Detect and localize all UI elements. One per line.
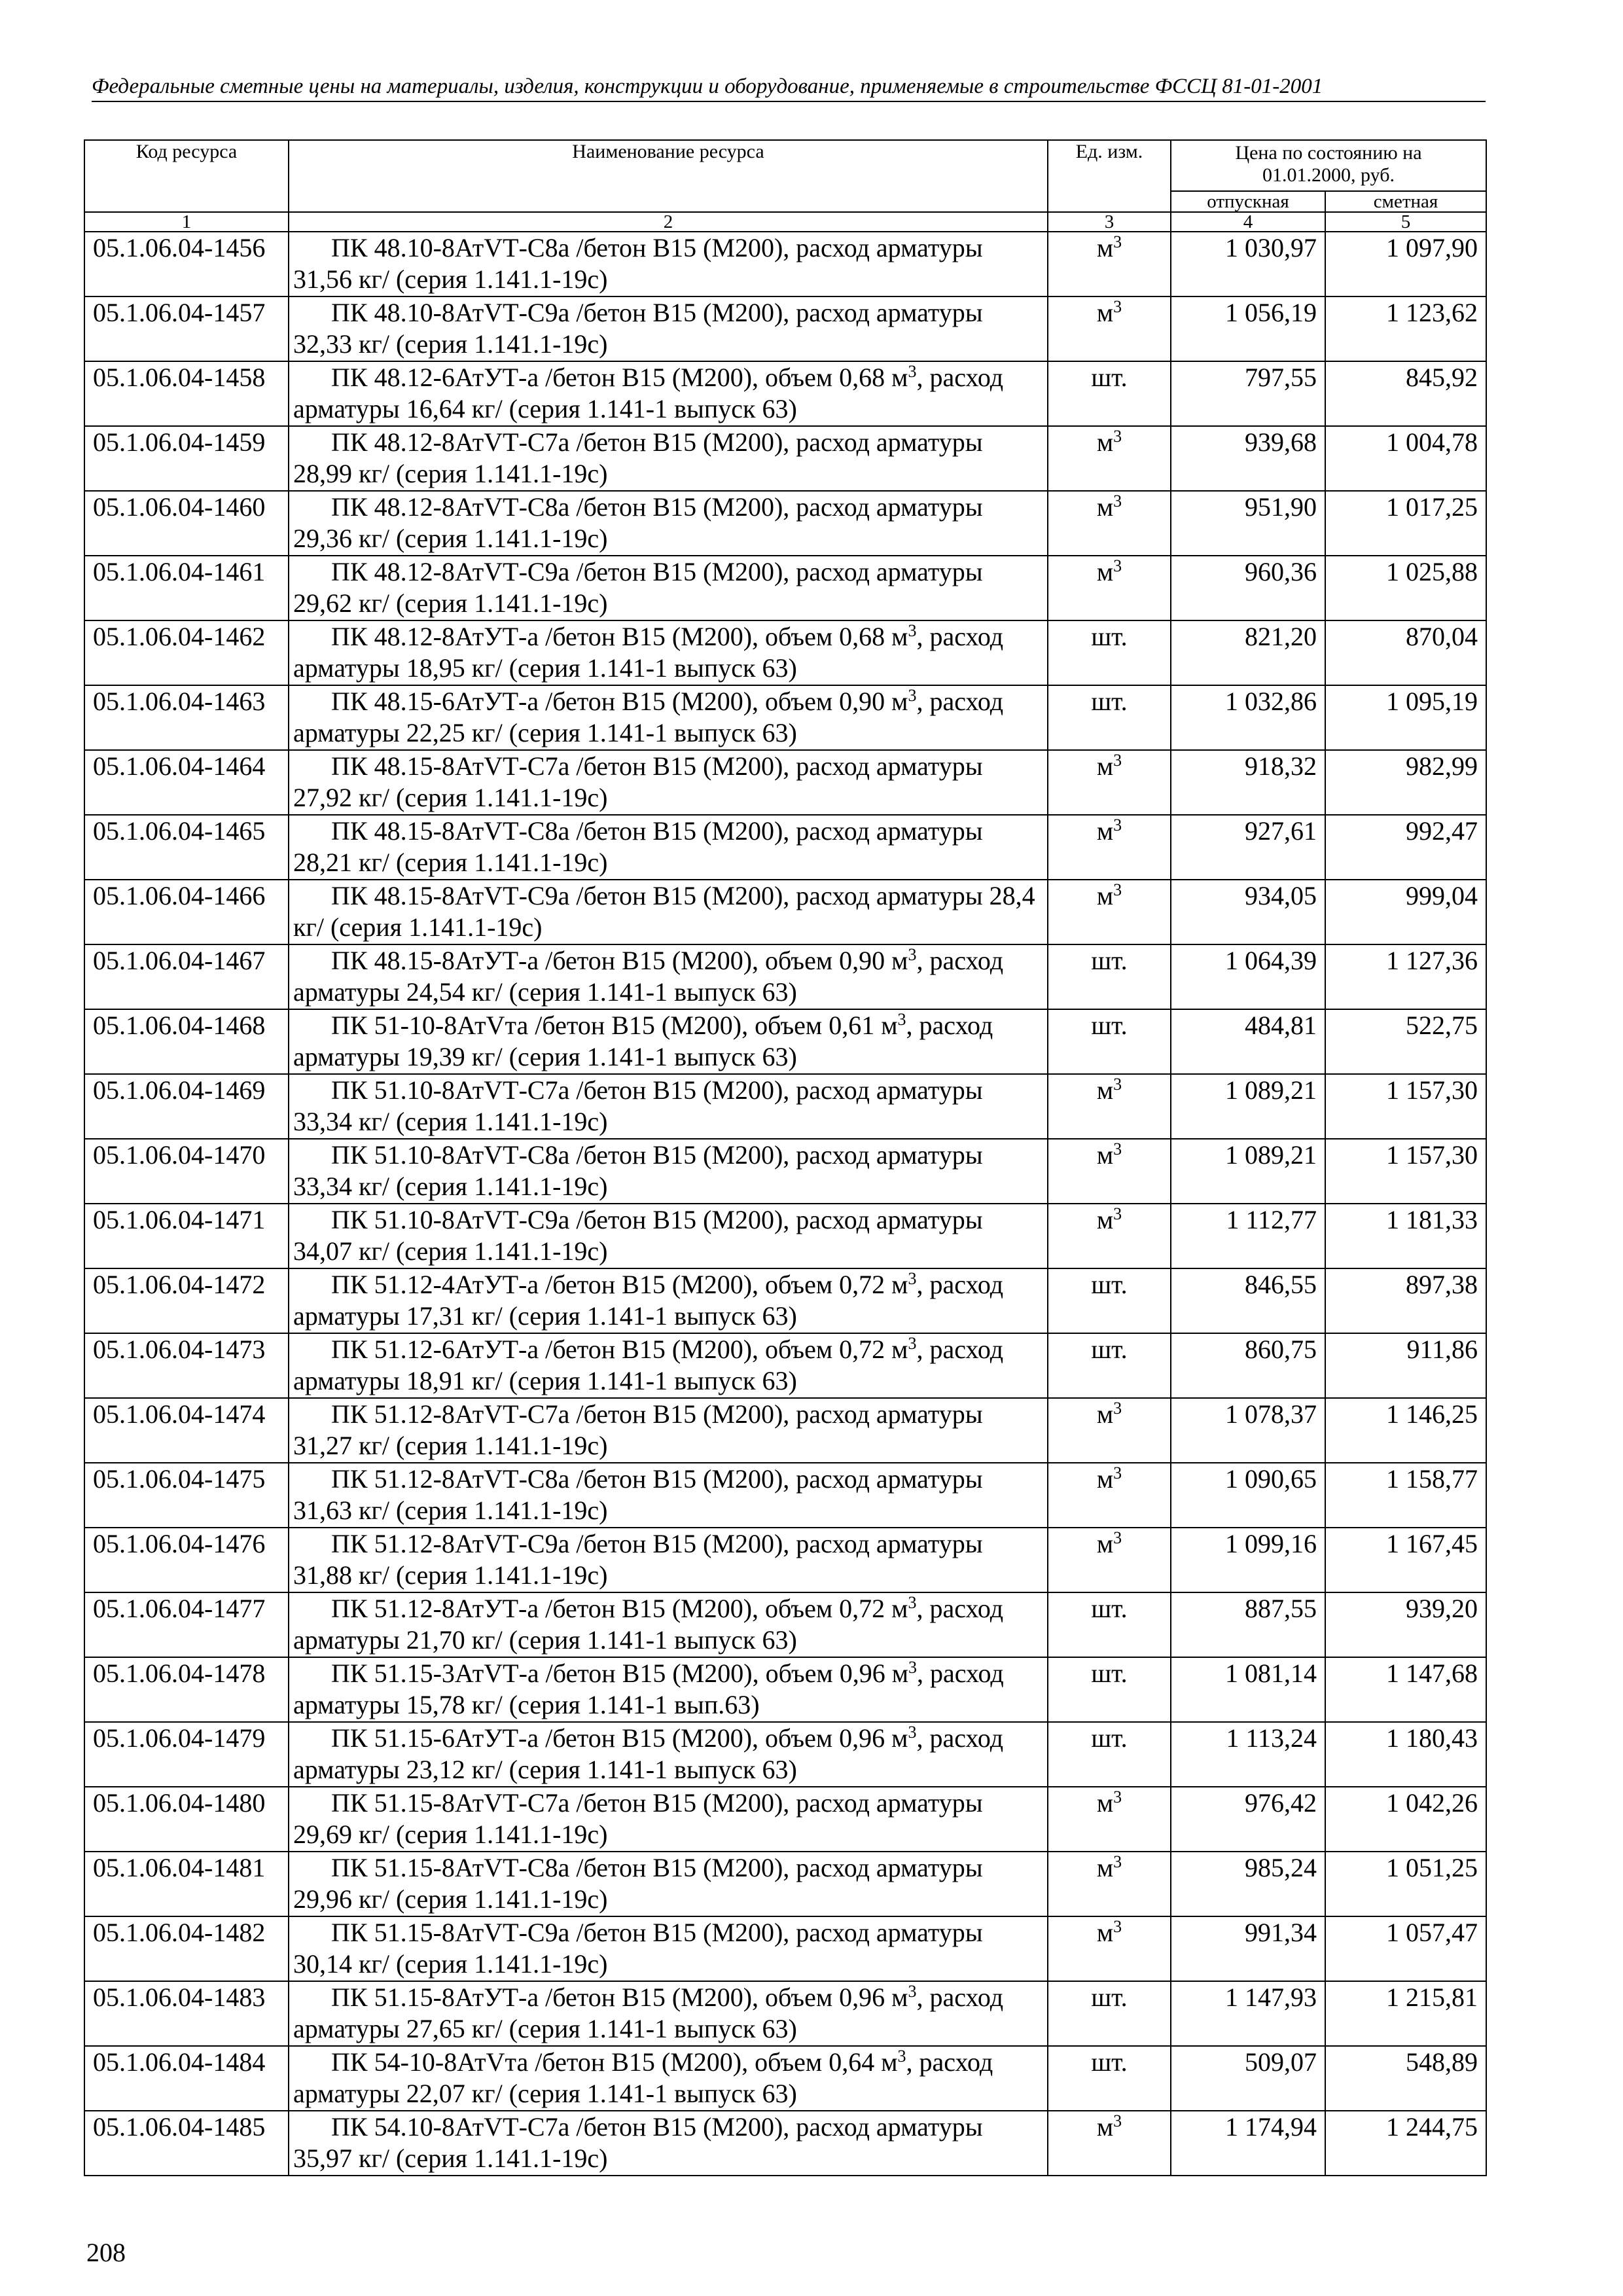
resource-name-cell: ПК 48.15-8АтVТ-С7а /бетон В15 (М200), расход арматуры 27,92 кг/ (серия 1.141.1-19с)	[289, 750, 1048, 815]
resource-code-cell: 05.1.06.04-1479	[84, 1722, 289, 1787]
estimate-price-cell: 1 025,88	[1325, 556, 1486, 620]
table-row	[84, 1009, 1486, 1074]
wholesale-price-cell: 509,07	[1171, 2046, 1325, 2111]
estimate-price-cell: 1 180,43	[1325, 1722, 1486, 1787]
resource-name-cell: ПК 51.15-8АтVТ-С8а /бетон В15 (М200), расход арматуры 29,96 кг/ (серия 1.141.1-19с)	[289, 1852, 1048, 1916]
estimate-price-cell: 982,99	[1325, 750, 1486, 815]
column-header-price-group: Цена по состоянию на 01.01.2000, руб.	[1171, 140, 1486, 191]
estimate-price-cell: 1 147,68	[1325, 1657, 1486, 1722]
unit-cell: $м^3$	[1048, 1398, 1171, 1463]
table-row	[84, 944, 1486, 1009]
resource-name-cell: ПК 48.10-8АтVТ-С8а /бетон В15 (М200), расход арматуры 31,56 кг/ (серия 1.141.1-19с)	[289, 232, 1048, 296]
resource-code-cell: 05.1.06.04-1476	[84, 1528, 289, 1592]
estimate-price-cell: 1 042,26	[1325, 1787, 1486, 1852]
table-row	[84, 1657, 1486, 1722]
estimate-price-cell: 1 051,25	[1325, 1852, 1486, 1916]
unit-cell: $м^3$	[1048, 1074, 1171, 1139]
unit-cell: $м^3$	[1048, 232, 1171, 296]
estimate-price-cell: 1 167,45	[1325, 1528, 1486, 1592]
resource-code-cell: 05.1.06.04-1473	[84, 1333, 289, 1398]
column-number: 1	[84, 212, 289, 232]
unit-cell: $м^3$	[1048, 1916, 1171, 1981]
table-row	[84, 491, 1486, 556]
table-row	[84, 620, 1486, 685]
wholesale-price-cell: 1 081,14	[1171, 1657, 1325, 1722]
resource-name-cell: ПК 51.10-8АтVТ-С8а /бетон В15 (М200), расход арматуры 33,34 кг/ (серия 1.141.1-19с)	[289, 1139, 1048, 1204]
wholesale-price-cell: 976,42	[1171, 1787, 1325, 1852]
resource-code-cell: 05.1.06.04-1472	[84, 1268, 289, 1333]
column-header-code: Код ресурса	[84, 140, 289, 212]
column-number-row	[84, 212, 1486, 232]
estimate-price-cell: 939,20	[1325, 1592, 1486, 1657]
resource-code-cell: 05.1.06.04-1458	[84, 361, 289, 426]
unit-cell: шт.	[1048, 1722, 1171, 1787]
page-number: 208	[86, 2238, 126, 2267]
unit-cell: шт.	[1048, 685, 1171, 750]
wholesale-price-cell: 1 089,21	[1171, 1139, 1325, 1204]
table-body	[84, 232, 1486, 2176]
table-header	[84, 140, 1486, 232]
unit-cell: $м^3$	[1048, 1139, 1171, 1204]
estimate-price-cell: 1 157,30	[1325, 1074, 1486, 1139]
table-row	[84, 1981, 1486, 2046]
table-row	[84, 1398, 1486, 1463]
wholesale-price-cell: 951,90	[1171, 491, 1325, 556]
unit-cell: $м^3$	[1048, 880, 1171, 944]
unit-cell: шт.	[1048, 361, 1171, 426]
estimate-price-cell: 1 123,62	[1325, 296, 1486, 361]
wholesale-price-cell: 927,61	[1171, 815, 1325, 880]
wholesale-price-cell: 918,32	[1171, 750, 1325, 815]
table-row	[84, 815, 1486, 880]
resource-name-cell: ПК 51.12-8АтУТ-а /бетон В15 (М200), объем 0,72 $м^3$, расход арматуры 21,70 кг/ (серия 1.141-1 выпуск 63)	[289, 1592, 1048, 1657]
estimate-price-cell: 1 004,78	[1325, 426, 1486, 491]
resource-name-cell: ПК 51.12-4АтУТ-а /бетон В15 (М200), объем 0,72 $м^3$, расход арматуры 17,31 кг/ (серия 1.141-1 выпуск 63)	[289, 1268, 1048, 1333]
estimate-price-cell: 870,04	[1325, 620, 1486, 685]
resource-code-cell: 05.1.06.04-1481	[84, 1852, 289, 1916]
table-row	[84, 685, 1486, 750]
resource-name-cell: ПК 48.10-8АтVТ-С9а /бетон В15 (М200), расход арматуры 32,33 кг/ (серия 1.141.1-19с)	[289, 296, 1048, 361]
unit-cell: $м^3$	[1048, 1204, 1171, 1268]
resource-name-cell: ПК 51.10-8АтVТ-С9а /бетон В15 (М200), расход арматуры 34,07 кг/ (серия 1.141.1-19с)	[289, 1204, 1048, 1268]
table-row	[84, 1139, 1486, 1204]
column-header-unit: Ед. изм.	[1048, 140, 1171, 212]
resource-name-cell: ПК 48.15-6АтУТ-а /бетон В15 (М200), объем 0,90 $м^3$, расход арматуры 22,25 кг/ (серия 1.141-1 выпуск 63)	[289, 685, 1048, 750]
resource-name-cell: ПК 48.12-6АтУТ-а /бетон В15 (М200), объем 0,68 $м^3$, расход арматуры 16,64 кг/ (серия 1.141-1 выпуск 63)	[289, 361, 1048, 426]
estimate-price-cell: 1 097,90	[1325, 232, 1486, 296]
resource-name-cell: ПК 51.15-8АтУТ-а /бетон В15 (М200), объем 0,96 $м^3$, расход арматуры 27,65 кг/ (серия 1.141-1 выпуск 63)	[289, 1981, 1048, 2046]
column-header-estimate: сметная	[1325, 191, 1486, 212]
unit-cell: $м^3$	[1048, 296, 1171, 361]
table-row	[84, 361, 1486, 426]
wholesale-price-cell: 1 030,97	[1171, 232, 1325, 296]
table-row	[84, 880, 1486, 944]
unit-cell: шт.	[1048, 1981, 1171, 2046]
unit-cell: $м^3$	[1048, 491, 1171, 556]
resource-name-cell: ПК 48.15-8АтУТ-а /бетон В15 (М200), объем 0,90 $м^3$, расход арматуры 24,54 кг/ (серия 1.141-1 выпуск 63)	[289, 944, 1048, 1009]
resource-name-cell: ПК 48.12-8АтVТ-С8а /бетон В15 (М200), расход арматуры 29,36 кг/ (серия 1.141.1-19с)	[289, 491, 1048, 556]
price-table	[84, 139, 1487, 2176]
wholesale-price-cell: 991,34	[1171, 1916, 1325, 1981]
resource-name-cell: ПК 51.15-8АтVТ-С7а /бетон В15 (М200), расход арматуры 29,69 кг/ (серия 1.141.1-19с)	[289, 1787, 1048, 1852]
resource-code-cell: 05.1.06.04-1462	[84, 620, 289, 685]
estimate-price-cell: 1 057,47	[1325, 1916, 1486, 1981]
wholesale-price-cell: 1 032,86	[1171, 685, 1325, 750]
column-number: 5	[1325, 212, 1486, 232]
wholesale-price-cell: 821,20	[1171, 620, 1325, 685]
resource-code-cell: 05.1.06.04-1468	[84, 1009, 289, 1074]
table-row	[84, 2046, 1486, 2111]
wholesale-price-cell: 860,75	[1171, 1333, 1325, 1398]
estimate-price-cell: 845,92	[1325, 361, 1486, 426]
resource-code-cell: 05.1.06.04-1478	[84, 1657, 289, 1722]
resource-code-cell: 05.1.06.04-1466	[84, 880, 289, 944]
unit-cell: шт.	[1048, 1592, 1171, 1657]
wholesale-price-cell: 1 113,24	[1171, 1722, 1325, 1787]
estimate-price-cell: 1 181,33	[1325, 1204, 1486, 1268]
table-row	[84, 1268, 1486, 1333]
resource-name-cell: ПК 51.15-6АтУТ-а /бетон В15 (М200), объем 0,96 $м^3$, расход арматуры 23,12 кг/ (серия 1.141-1 выпуск 63)	[289, 1722, 1048, 1787]
table-row	[84, 750, 1486, 815]
resource-code-cell: 05.1.06.04-1482	[84, 1916, 289, 1981]
unit-cell: $м^3$	[1048, 815, 1171, 880]
column-number: 4	[1171, 212, 1325, 232]
unit-cell: $м^3$	[1048, 1787, 1171, 1852]
estimate-price-cell: 897,38	[1325, 1268, 1486, 1333]
wholesale-price-cell: 797,55	[1171, 361, 1325, 426]
table-row	[84, 1074, 1486, 1139]
wholesale-price-cell: 1 056,19	[1171, 296, 1325, 361]
wholesale-price-cell: 1 112,77	[1171, 1204, 1325, 1268]
table-row	[84, 1916, 1486, 1981]
resource-code-cell: 05.1.06.04-1459	[84, 426, 289, 491]
wholesale-price-cell: 1 089,21	[1171, 1074, 1325, 1139]
resource-name-cell: ПК 51.15-3АтVТ-а /бетон В15 (М200), объем 0,96 $м^3$, расход арматуры 15,78 кг/ (серия 1.141-1 вып.63)	[289, 1657, 1048, 1722]
resource-name-cell: ПК 54-10-8АтVта /бетон В15 (М200), объем 0,64 $м^3$, расход арматуры 22,07 кг/ (серия 1.141-1 выпуск 63)	[289, 2046, 1048, 2111]
resource-code-cell: 05.1.06.04-1480	[84, 1787, 289, 1852]
resource-code-cell: 05.1.06.04-1475	[84, 1463, 289, 1528]
wholesale-price-cell: 484,81	[1171, 1009, 1325, 1074]
wholesale-price-cell: 1 147,93	[1171, 1981, 1325, 2046]
table-row	[84, 1528, 1486, 1592]
table-row	[84, 1592, 1486, 1657]
resource-name-cell: ПК 48.12-8АтVТ-С7а /бетон В15 (М200), расход арматуры 28,99 кг/ (серия 1.141.1-19с)	[289, 426, 1048, 491]
resource-name-cell: ПК 51.12-8АтVТ-С8а /бетон В15 (М200), расход арматуры 31,63 кг/ (серия 1.141.1-19с)	[289, 1463, 1048, 1528]
resource-code-cell: 05.1.06.04-1483	[84, 1981, 289, 2046]
resource-code-cell: 05.1.06.04-1465	[84, 815, 289, 880]
estimate-price-cell: 1 146,25	[1325, 1398, 1486, 1463]
estimate-price-cell: 1 095,19	[1325, 685, 1486, 750]
wholesale-price-cell: 1 078,37	[1171, 1398, 1325, 1463]
unit-cell: $м^3$	[1048, 750, 1171, 815]
unit-cell: $м^3$	[1048, 1528, 1171, 1592]
resource-code-cell: 05.1.06.04-1471	[84, 1204, 289, 1268]
unit-cell: шт.	[1048, 1268, 1171, 1333]
table-row	[84, 1722, 1486, 1787]
column-number: 2	[289, 212, 1048, 232]
estimate-price-cell: 1 244,75	[1325, 2111, 1486, 2176]
resource-name-cell: ПК 51.12-8АтVТ-С9а /бетон В15 (М200), расход арматуры 31,88 кг/ (серия 1.141.1-19с)	[289, 1528, 1048, 1592]
unit-cell: шт.	[1048, 1333, 1171, 1398]
table-row	[84, 2111, 1486, 2176]
unit-cell: шт.	[1048, 1657, 1171, 1722]
resource-name-cell: ПК 48.12-8АтVТ-С9а /бетон В15 (М200), расход арматуры 29,62 кг/ (серия 1.141.1-19с)	[289, 556, 1048, 620]
resource-name-cell: ПК 51.12-6АтУТ-а /бетон В15 (М200), объем 0,72 $м^3$, расход арматуры 18,91 кг/ (серия 1.141-1 выпуск 63)	[289, 1333, 1048, 1398]
resource-name-cell: ПК 48.15-8АтVТ-С8а /бетон В15 (М200), расход арматуры 28,21 кг/ (серия 1.141.1-19с)	[289, 815, 1048, 880]
estimate-price-cell: 1 158,77	[1325, 1463, 1486, 1528]
table-row	[84, 556, 1486, 620]
unit-cell: $м^3$	[1048, 2111, 1171, 2176]
wholesale-price-cell: 939,68	[1171, 426, 1325, 491]
resource-code-cell: 05.1.06.04-1457	[84, 296, 289, 361]
estimate-price-cell: 548,89	[1325, 2046, 1486, 2111]
resource-code-cell: 05.1.06.04-1456	[84, 232, 289, 296]
resource-name-cell: ПК 54.10-8АтVТ-С7а /бетон В15 (М200), расход арматуры 35,97 кг/ (серия 1.141.1-19с)	[289, 2111, 1048, 2176]
table-row	[84, 1333, 1486, 1398]
resource-code-cell: 05.1.06.04-1463	[84, 685, 289, 750]
resource-code-cell: 05.1.06.04-1469	[84, 1074, 289, 1139]
column-number: 3	[1048, 212, 1171, 232]
estimate-price-cell: 522,75	[1325, 1009, 1486, 1074]
wholesale-price-cell: 1 090,65	[1171, 1463, 1325, 1528]
unit-cell: $м^3$	[1048, 1463, 1171, 1528]
table-row	[84, 296, 1486, 361]
resource-code-cell: 05.1.06.04-1474	[84, 1398, 289, 1463]
resource-code-cell: 05.1.06.04-1484	[84, 2046, 289, 2111]
unit-cell: шт.	[1048, 620, 1171, 685]
wholesale-price-cell: 985,24	[1171, 1852, 1325, 1916]
resource-code-cell: 05.1.06.04-1461	[84, 556, 289, 620]
resource-code-cell: 05.1.06.04-1485	[84, 2111, 289, 2176]
wholesale-price-cell: 887,55	[1171, 1592, 1325, 1657]
column-header-wholesale: отпускная	[1171, 191, 1325, 212]
resource-code-cell: 05.1.06.04-1460	[84, 491, 289, 556]
wholesale-price-cell: 1 064,39	[1171, 944, 1325, 1009]
resource-name-cell: ПК 51.10-8АтVТ-С7а /бетон В15 (М200), расход арматуры 33,34 кг/ (серия 1.141.1-19с)	[289, 1074, 1048, 1139]
unit-cell: $м^3$	[1048, 556, 1171, 620]
wholesale-price-cell: 934,05	[1171, 880, 1325, 944]
resource-name-cell: ПК 48.12-8АтУТ-а /бетон В15 (М200), объем 0,68 $м^3$, расход арматуры 18,95 кг/ (серия 1.141-1 выпуск 63)	[289, 620, 1048, 685]
estimate-price-cell: 1 215,81	[1325, 1981, 1486, 2046]
wholesale-price-cell: 1 174,94	[1171, 2111, 1325, 2176]
table-row	[84, 1852, 1486, 1916]
estimate-price-cell: 911,86	[1325, 1333, 1486, 1398]
estimate-price-cell: 1 127,36	[1325, 944, 1486, 1009]
resource-code-cell: 05.1.06.04-1467	[84, 944, 289, 1009]
resource-name-cell: ПК 51-10-8АтVта /бетон В15 (М200), объем 0,61 $м^3$, расход арматуры 19,39 кг/ (серия 1.141-1 выпуск 63)	[289, 1009, 1048, 1074]
wholesale-price-cell: 960,36	[1171, 556, 1325, 620]
table-row	[84, 1204, 1486, 1268]
estimate-price-cell: 1 017,25	[1325, 491, 1486, 556]
table-row	[84, 232, 1486, 296]
resource-code-cell: 05.1.06.04-1464	[84, 750, 289, 815]
table-row	[84, 1787, 1486, 1852]
resource-name-cell: ПК 51.15-8АтVТ-С9а /бетон В15 (М200), расход арматуры 30,14 кг/ (серия 1.141.1-19с)	[289, 1916, 1048, 1981]
estimate-price-cell: 999,04	[1325, 880, 1486, 944]
resource-code-cell: 05.1.06.04-1470	[84, 1139, 289, 1204]
running-header: Федеральные сметные цены на материалы, изделия, конструкции и оборудование, применяемые в строительстве ФССЦ 81-01-2001	[92, 73, 1486, 102]
column-header-name: Наименование ресурса	[289, 140, 1048, 212]
unit-cell: шт.	[1048, 1009, 1171, 1074]
resource-code-cell: 05.1.06.04-1477	[84, 1592, 289, 1657]
resource-name-cell: ПК 48.15-8АтVТ-С9а /бетон В15 (М200), расход арматуры 28,4 кг/ (серия 1.141.1-19с)	[289, 880, 1048, 944]
unit-cell: $м^3$	[1048, 426, 1171, 491]
estimate-price-cell: 992,47	[1325, 815, 1486, 880]
wholesale-price-cell: 846,55	[1171, 1268, 1325, 1333]
wholesale-price-cell: 1 099,16	[1171, 1528, 1325, 1592]
table-row	[84, 1463, 1486, 1528]
table-row	[84, 426, 1486, 491]
unit-cell: шт.	[1048, 944, 1171, 1009]
estimate-price-cell: 1 157,30	[1325, 1139, 1486, 1204]
resource-name-cell: ПК 51.12-8АтVТ-С7а /бетон В15 (М200), расход арматуры 31,27 кг/ (серия 1.141.1-19с)	[289, 1398, 1048, 1463]
unit-cell: шт.	[1048, 2046, 1171, 2111]
unit-cell: $м^3$	[1048, 1852, 1171, 1916]
